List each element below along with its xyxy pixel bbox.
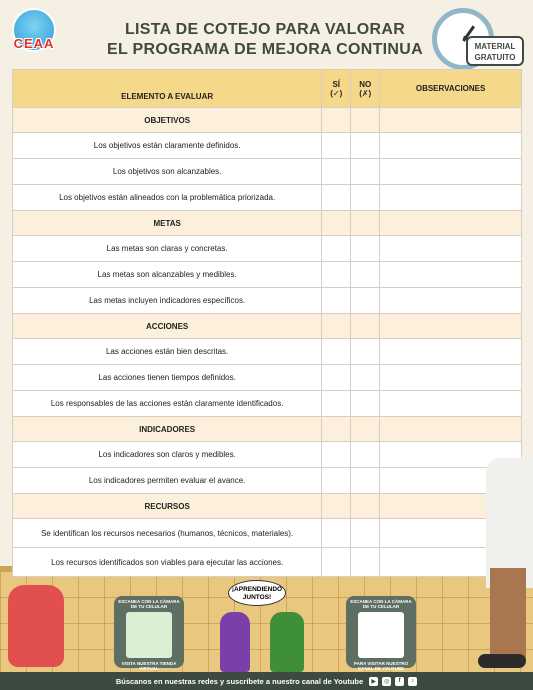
ceaa-logo <box>6 8 62 52</box>
backpack-illustration <box>8 585 64 667</box>
header-element: ELEMENTO A EVALUAR <box>13 70 322 108</box>
title-line-1: LISTA DE COTEJO PARA VALORAR <box>124 21 406 38</box>
si-cell[interactable] <box>322 365 351 391</box>
criterion-text: Los responsables de las acciones están claramente identificados. <box>13 391 322 417</box>
store-qr-card[interactable] <box>114 596 184 671</box>
si-cell[interactable] <box>322 211 351 236</box>
criterion-text: Los objetivos son alcanzables. <box>13 159 322 185</box>
si-cell[interactable] <box>322 262 351 288</box>
header-observaciones: OBSERVACIONES <box>380 70 522 108</box>
observaciones-cell[interactable] <box>380 339 522 365</box>
tiktok-icon[interactable]: ♪ <box>408 677 417 686</box>
observaciones-cell[interactable] <box>380 236 522 262</box>
store-qr-caption-top: ESCANEA CON LA CÁMARA DE TU CELULAR <box>118 599 180 609</box>
no-cell[interactable] <box>351 468 380 494</box>
si-cell[interactable] <box>322 494 351 519</box>
section-title: RECURSOS <box>13 494 322 519</box>
observaciones-cell[interactable] <box>380 133 522 159</box>
no-cell[interactable] <box>351 417 380 442</box>
si-cell[interactable] <box>322 288 351 314</box>
teacher-man-illustration <box>270 612 304 672</box>
man-pants <box>490 568 526 658</box>
section-row <box>13 108 522 133</box>
header-no-label: NO <box>359 79 372 89</box>
table-row <box>13 548 522 577</box>
section-row <box>13 417 522 442</box>
no-cell[interactable] <box>351 442 380 468</box>
section-title: INDICADORES <box>13 417 322 442</box>
section-row <box>13 211 522 236</box>
no-cell[interactable] <box>351 339 380 365</box>
man-shoes <box>478 654 526 668</box>
observaciones-cell[interactable] <box>380 159 522 185</box>
criterion-text: Los objetivos están claramente definidos. <box>13 133 322 159</box>
table-row <box>13 391 522 417</box>
section-title: ACCIONES <box>13 314 322 339</box>
si-cell[interactable] <box>322 339 351 365</box>
no-cell[interactable] <box>351 185 380 211</box>
observaciones-cell[interactable] <box>380 262 522 288</box>
si-cell[interactable] <box>322 468 351 494</box>
store-qr-caption-bottom: VISITA NUESTRA TIENDA VIRTUAL <box>121 661 177 671</box>
table-row <box>13 519 522 548</box>
speech-bubble: ¡APRENDIENDO JUNTOS! <box>228 580 286 606</box>
footer-bar <box>0 672 533 690</box>
criterion-text: Las metas son claras y concretas. <box>13 236 322 262</box>
youtube-qr-caption-top: ESCANEA CON LA CÁMARA DE TU CELULAR <box>350 599 412 609</box>
store-qr-code <box>126 612 172 658</box>
table-row <box>13 185 522 211</box>
table-row <box>13 288 522 314</box>
badge-line-2: GRATUITO <box>474 53 516 62</box>
criterion-text: Se identifican los recursos necesarios (humanos, técnicos, materiales). <box>13 519 322 548</box>
si-cell[interactable] <box>322 519 351 548</box>
badge-line-1: MATERIAL <box>474 42 516 51</box>
header-si-mark: (✓) <box>330 88 343 98</box>
observaciones-cell[interactable] <box>380 185 522 211</box>
criterion-text: Las metas incluyen indicadores específicos. <box>13 288 322 314</box>
social-icons <box>369 677 417 686</box>
table-row <box>13 442 522 468</box>
no-cell[interactable] <box>351 236 380 262</box>
table-row <box>13 159 522 185</box>
si-cell[interactable] <box>322 391 351 417</box>
observaciones-cell[interactable] <box>380 211 522 236</box>
header-si <box>322 70 351 108</box>
no-cell[interactable] <box>351 365 380 391</box>
table-row <box>13 133 522 159</box>
si-cell[interactable] <box>322 236 351 262</box>
youtube-icon[interactable]: ▶ <box>369 677 378 686</box>
header-si-label: SÍ <box>332 79 341 89</box>
observaciones-cell[interactable] <box>380 288 522 314</box>
free-material-badge <box>466 36 524 66</box>
table-header-row <box>13 70 522 108</box>
no-cell[interactable] <box>351 494 380 519</box>
criterion-text: Los indicadores permiten evaluar el avance. <box>13 468 322 494</box>
section-row <box>13 494 522 519</box>
criterion-text: Las acciones están bien descritas. <box>13 339 322 365</box>
no-cell[interactable] <box>351 519 380 548</box>
criterion-text: Las acciones tienen tiempos definidos. <box>13 365 322 391</box>
criterion-text: Los objetivos están alineados con la problemática priorizada. <box>13 185 322 211</box>
youtube-qr-code <box>358 612 404 658</box>
youtube-qr-caption-bottom: PARA VISITAR NUESTRO CANAL DE YOUTUBE <box>353 661 409 671</box>
no-cell[interactable] <box>351 288 380 314</box>
no-cell[interactable] <box>351 314 380 339</box>
si-cell[interactable] <box>322 548 351 577</box>
observaciones-cell[interactable] <box>380 108 522 133</box>
youtube-qr-card[interactable] <box>346 596 416 671</box>
facebook-icon[interactable]: f <box>395 677 404 686</box>
observaciones-cell[interactable] <box>380 314 522 339</box>
no-cell[interactable] <box>351 108 380 133</box>
criterion-text: Las metas son alcanzables y medibles. <box>13 262 322 288</box>
no-cell[interactable] <box>351 262 380 288</box>
si-cell[interactable] <box>322 159 351 185</box>
table-row <box>13 339 522 365</box>
observaciones-cell[interactable] <box>380 391 522 417</box>
si-cell[interactable] <box>322 417 351 442</box>
no-cell[interactable] <box>351 133 380 159</box>
si-cell[interactable] <box>322 442 351 468</box>
table-row <box>13 468 522 494</box>
criterion-text: Los recursos identificados son viables para ejecutar las acciones. <box>13 548 322 577</box>
instagram-icon[interactable]: ◎ <box>384 678 390 685</box>
no-cell[interactable] <box>351 391 380 417</box>
section-title: METAS <box>13 211 322 236</box>
header-no <box>351 70 380 108</box>
section-title: OBJETIVOS <box>13 108 322 133</box>
logo-text: CEAA <box>13 36 55 51</box>
criterion-text: Los indicadores son claros y medibles. <box>13 442 322 468</box>
observaciones-cell[interactable] <box>380 417 522 442</box>
header-no-mark: (✗) <box>359 88 372 98</box>
footer-text: Búscanos en nuestras redes y suscríbete a nuestro canal de Youtube <box>115 676 364 686</box>
table-row <box>13 262 522 288</box>
standing-man-illustration <box>478 458 533 668</box>
no-cell[interactable] <box>351 548 380 577</box>
checklist-table <box>12 69 522 577</box>
si-cell[interactable] <box>322 185 351 211</box>
si-cell[interactable] <box>322 314 351 339</box>
table-row <box>13 236 522 262</box>
section-row <box>13 314 522 339</box>
si-cell[interactable] <box>322 133 351 159</box>
si-cell[interactable] <box>322 108 351 133</box>
teacher-woman-illustration <box>220 612 250 672</box>
title-line-2: EL PROGRAMA DE MEJORA CONTINUA <box>107 41 423 58</box>
no-cell[interactable] <box>351 211 380 236</box>
table-row <box>13 365 522 391</box>
no-cell[interactable] <box>351 159 380 185</box>
observaciones-cell[interactable] <box>380 365 522 391</box>
page-title <box>80 20 450 60</box>
